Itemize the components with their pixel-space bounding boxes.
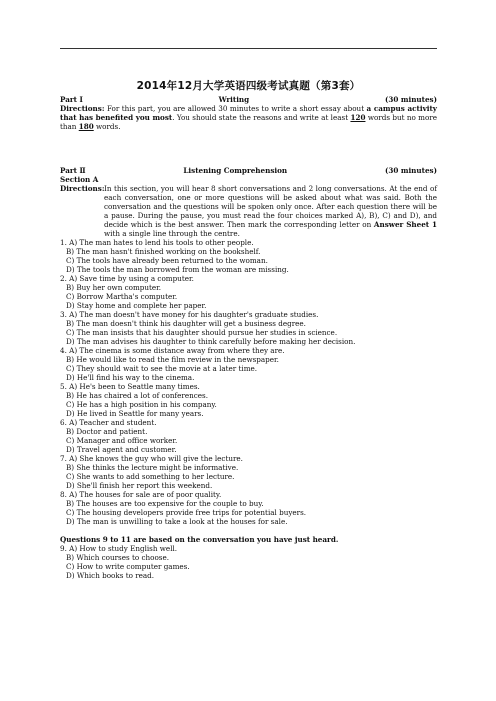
directions-text: words but no more than [60, 113, 437, 131]
option-a: 9. A) How to study English well. [60, 544, 178, 553]
option-b: B) The man doesn't think his daughter will get a business degree. [66, 319, 306, 328]
section-label: Section A [60, 175, 99, 184]
option-d: D) Travel agent and customer. [66, 445, 177, 454]
option-a: 3. A) The man doesn't have money for his daughter's graduate studies. [60, 310, 319, 319]
option-b: B) Doctor and patient. [66, 427, 148, 436]
option-c: C) He has a high position in his company. [66, 400, 217, 409]
part-listening [60, 166, 437, 580]
answer-sheet-ref: Answer Sheet 1 [373, 220, 437, 229]
question-4 [60, 346, 437, 382]
question-6 [60, 418, 437, 454]
option-d: D) The man advises his daughter to think carefully before making her decision. [66, 337, 356, 346]
part-name: Writing [218, 95, 250, 104]
part-time: (30 minutes) [384, 166, 437, 175]
option-b: B) He has chaired a lot of conferences. [66, 391, 208, 400]
option-c: C) Borrow Martha's computer. [66, 292, 178, 301]
part-label: Part Ⅰ [60, 95, 83, 104]
long-conversation-intro: Questions 9 to 11 are based on the conversation you have just heard. [60, 535, 339, 544]
page-title: 2014年12月大学英语四级考试真题（第3套） [136, 80, 361, 92]
option-d: D) The man is unwilling to take a look at the houses for sale. [66, 517, 288, 526]
option-c: C) The man insists that his daughter should pursue her studies in science. [66, 328, 338, 337]
option-b: B) The houses are too expensive for the couple to buy. [66, 499, 264, 508]
question-list [60, 238, 437, 526]
part-name: Listening Comprehension [183, 166, 288, 175]
part-label: Part Ⅱ [60, 166, 86, 175]
question-9 [60, 544, 437, 580]
option-a: 1. A) The man hates to lend his tools to other people. [60, 238, 254, 247]
option-a: 2. A) Save time by using a computer. [60, 274, 194, 283]
part-writing [60, 95, 437, 131]
question-5 [60, 382, 437, 418]
option-a: 8. A) The houses for sale are of poor quality. [60, 490, 222, 499]
part-writing-header [60, 95, 437, 104]
directions-label: Directions: [60, 184, 105, 193]
directions-text: words. [93, 122, 121, 131]
directions-text: For this part, you are allowed 30 minutes to write a short essay about [106, 104, 367, 113]
header-rule [60, 48, 437, 49]
option-d: D) He lived in Seattle for many years. [66, 409, 204, 418]
part-time: (30 minutes) [384, 95, 437, 104]
option-c: C) How to write computer games. [66, 562, 190, 571]
min-words: 120 [350, 113, 366, 122]
option-d: D) Which books to read. [66, 571, 155, 580]
option-d: D) He'll find his way to the cinema. [66, 373, 195, 382]
option-a: 4. A) The cinema is some distance away from where they are. [60, 346, 285, 355]
question-7 [60, 454, 437, 490]
question-2 [60, 274, 437, 310]
option-b: B) Which courses to choose. [66, 553, 169, 562]
option-b: B) He would like to read the film review in the newspaper. [66, 355, 279, 364]
option-d: D) The tools the man borrowed from the woman are missing. [66, 265, 289, 274]
option-a: 7. A) She knows the guy who will give the lecture. [60, 454, 243, 463]
writing-directions [60, 104, 437, 131]
question-1 [60, 238, 437, 274]
option-c: C) Manager and office worker. [66, 436, 178, 445]
option-d: D) She'll finish her report this weekend. [66, 481, 213, 490]
directions-text: In this section, you will hear 8 short conversations and 2 long conversations. At the end of each conversation, one or more questions will be asked about what was said. Both the conversation and the questions will be spoken only once. After each question there will be a pause. During the pause, you must read the four choices marked A), B), C) and D), and decide which is the best answer. Then mark the corresponding letter on Answer Sheet 1 with a single line through the centre. [104, 184, 437, 238]
question-8 [60, 490, 437, 526]
option-b: B) The man hasn't finished working on the bookshelf. [66, 247, 261, 256]
directions-text: . You should state the reasons and write at least [172, 113, 351, 122]
option-a: 6. A) Teacher and student. [60, 418, 157, 427]
max-words: 180 [78, 122, 94, 131]
option-b: B) Buy her own computer. [66, 283, 162, 292]
option-b: B) She thinks the lecture might be informative. [66, 463, 239, 472]
essay-topic: a campus activity that has benefited you most [60, 104, 437, 122]
option-c: C) The tools have already been returned to the woman. [66, 256, 268, 265]
option-c: C) They should wait to see the movie at a later time. [66, 364, 258, 373]
part-listening-header [60, 166, 437, 175]
listening-directions [60, 184, 437, 238]
question-3 [60, 310, 437, 346]
option-a: 5. A) He's been to Seattle many times. [60, 382, 200, 391]
option-c: C) The housing developers provide free trips for potential buyers. [66, 508, 307, 517]
directions-label: Directions: [60, 104, 105, 113]
option-d: D) Stay home and complete her paper. [66, 301, 207, 310]
option-c: C) She wants to add something to her lecture. [66, 472, 235, 481]
